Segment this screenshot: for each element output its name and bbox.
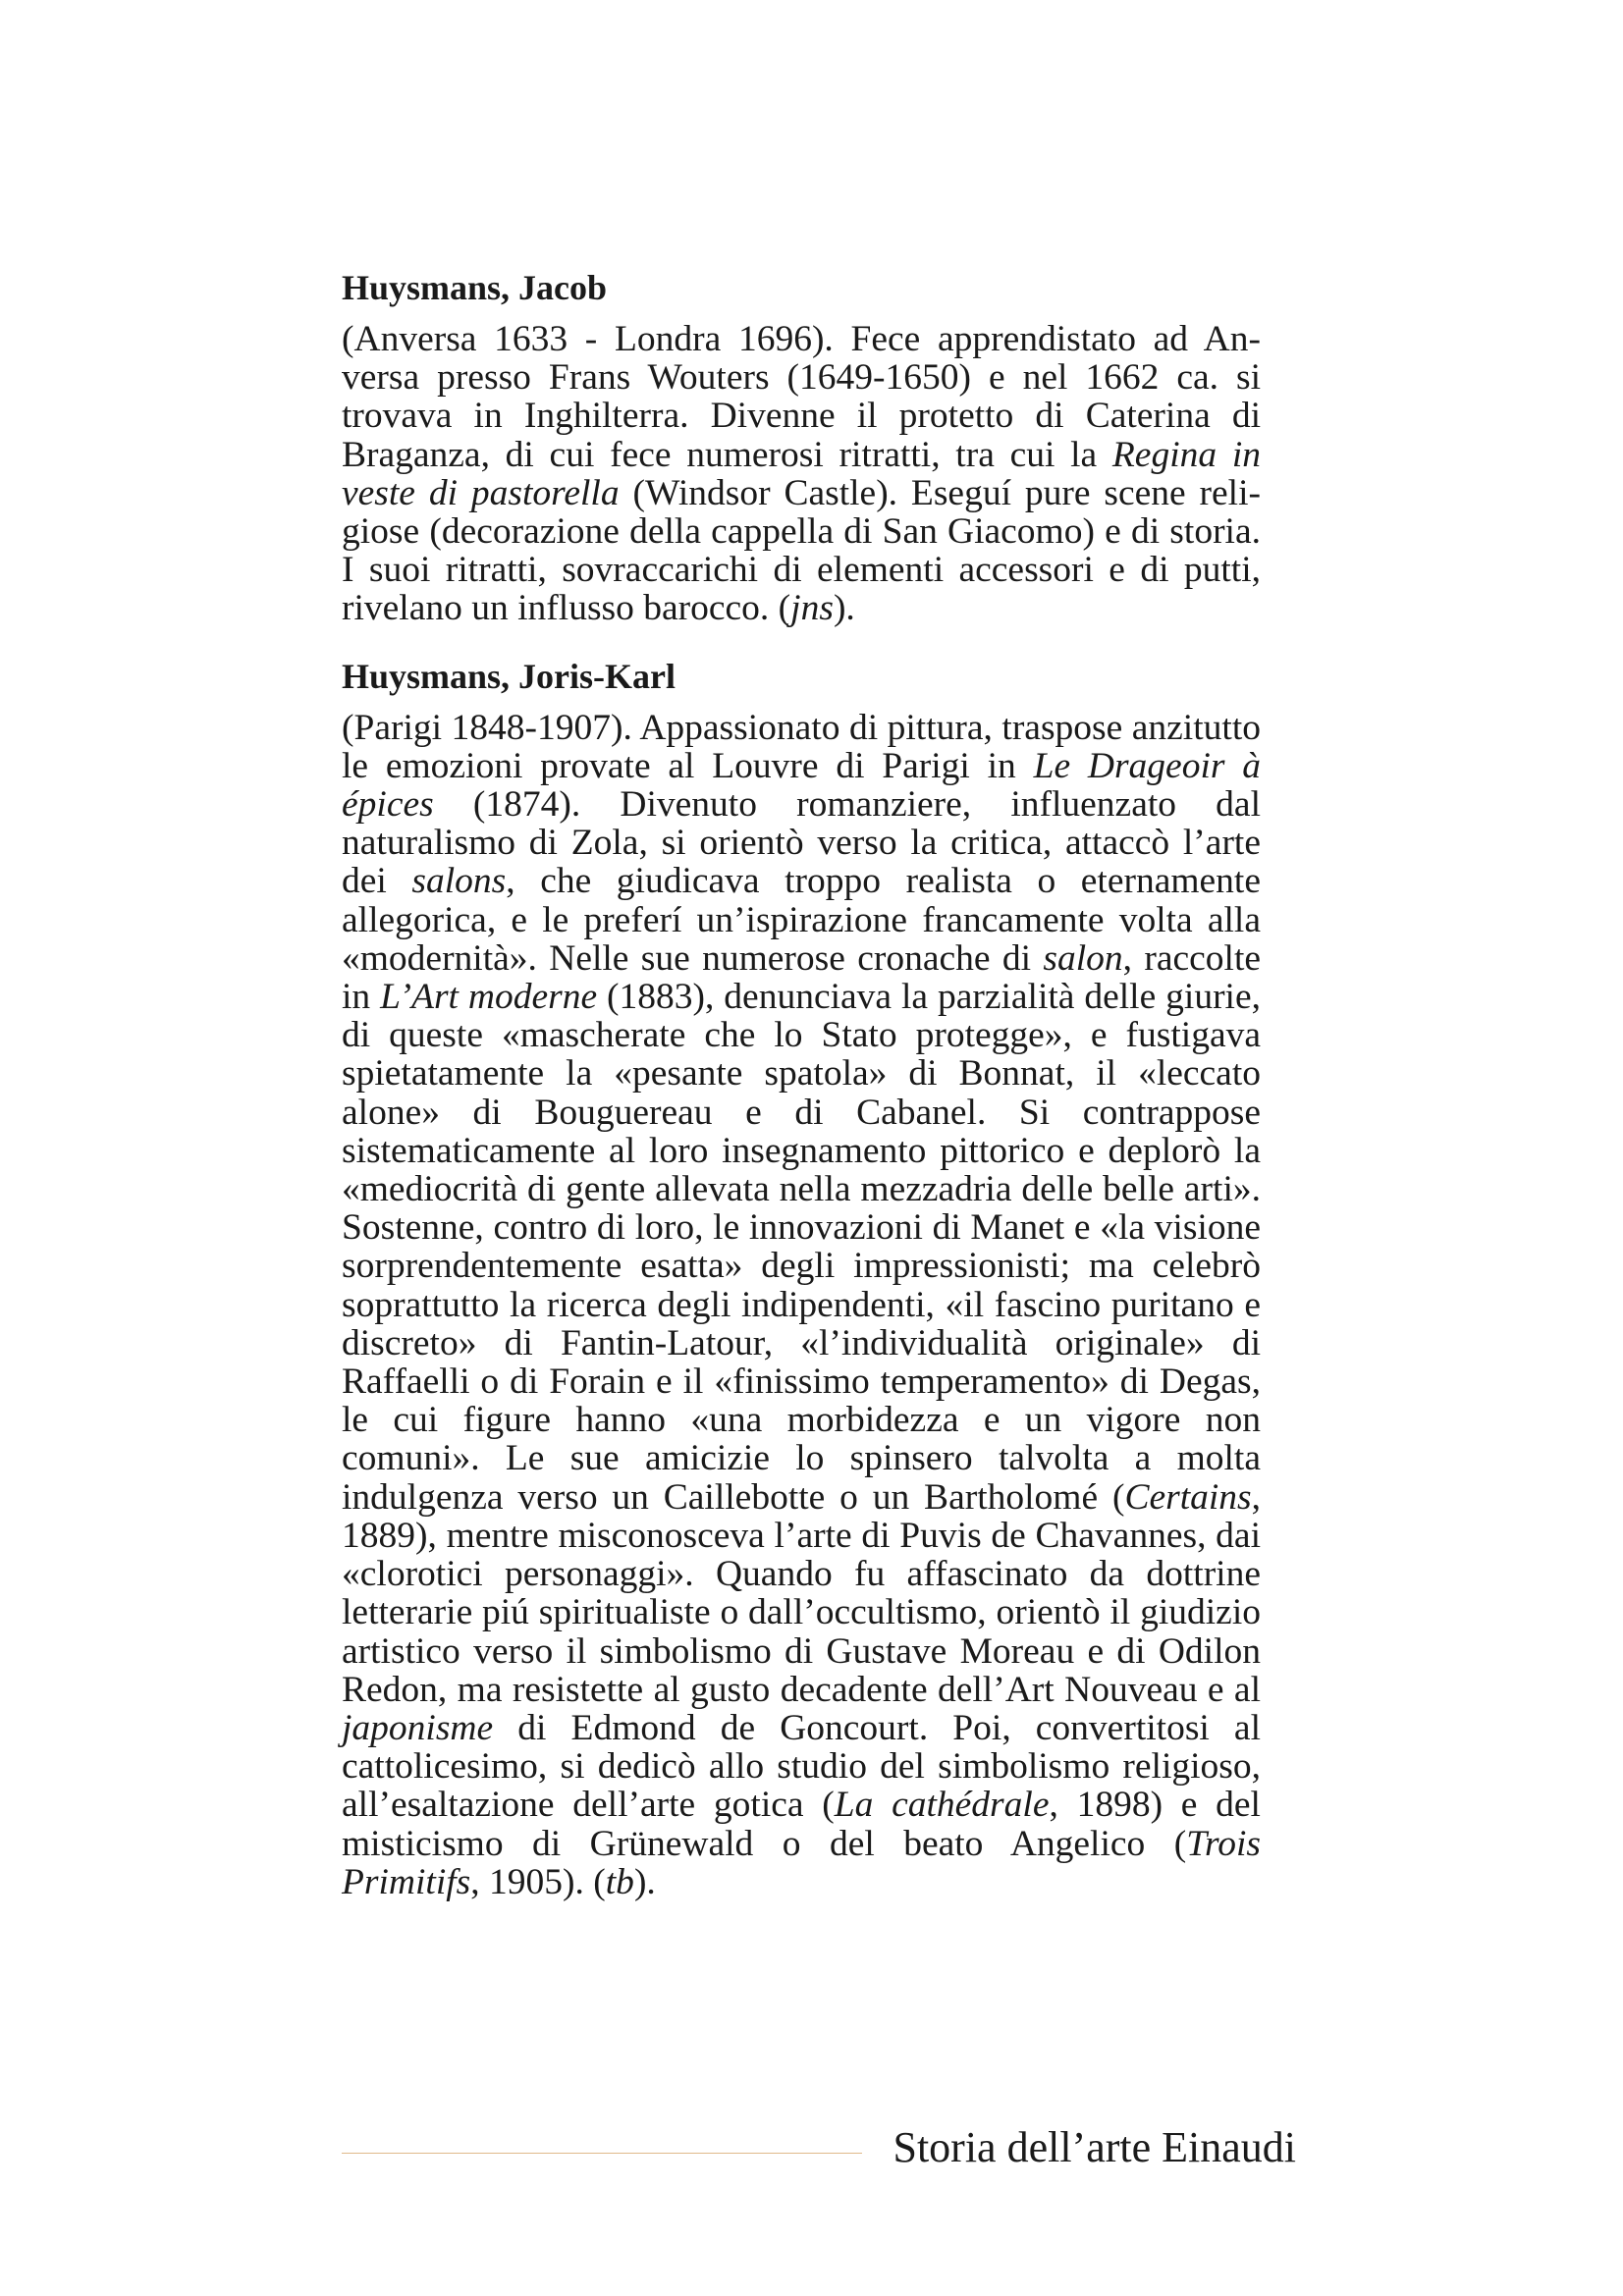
body-text: ).	[833, 588, 855, 629]
work-title: La cathédrale	[834, 1785, 1050, 1826]
italic-term: salon	[1043, 937, 1123, 979]
body-text: ).	[633, 1861, 656, 1902]
body-text: (Windsor Castle). Eseguí pure scene religiose (decorazione della cappella di San Giacomo) e di storia. I suoi ritratti, sovraccarichi di elementi accessori e di putti, rivelano un influsso barocco. (	[342, 472, 1262, 629]
author-initials: jns	[790, 588, 834, 629]
entry-body	[342, 320, 1261, 628]
footer-rule	[342, 2153, 862, 2154]
body-text: , che giudicava troppo realista o eternamente allegorica, e le preferí un’ispirazione francamente volta alla «modernità». Nelle sue numerose cronache di	[342, 861, 1261, 979]
entry-title: Huysmans, Joris-Karl	[342, 656, 676, 696]
footer-publication-title: Storia dell’arte Einaudi	[893, 2123, 1296, 2171]
entry-body	[342, 709, 1261, 1901]
body-text: , 1905). (	[470, 1861, 606, 1902]
entry-huysmans-jacob	[342, 265, 1261, 628]
body-text: (Parigi 1848-1907). Appassionato di pittura, traspose anzitutto le emozioni provate al Louvre di Parigi in	[342, 707, 1261, 786]
author-initials: tb	[605, 1861, 634, 1902]
body-text: di Edmond de Goncourt. Poi, convertitosi al cattolicesimo, si dedicò allo studio del simbolismo religioso, all’esaltazione dell’arte gotica (	[342, 1707, 1261, 1826]
work-title: Certains	[1124, 1476, 1252, 1518]
article-content	[342, 265, 1261, 1927]
artwork-title: Regina in veste di pastorella	[342, 434, 1261, 513]
body-text: , raccolte in	[342, 937, 1262, 1018]
body-text: , 1889), mentre misconosceva l’arte di Puvis de Chavannes, dai «clorotici personaggi». Quando fu affascinato da dottrine letterarie piú spiritualiste o dall’occultismo, orientò il giudizio artistico verso il simbolismo di Gustave Moreau e di Odilon Redon, ma resistette al gusto decadente dell’Art Nouveau e al	[342, 1476, 1261, 1710]
italic-term: japonisme	[342, 1707, 494, 1748]
page-footer	[342, 2120, 1296, 2179]
body-text: (Anversa 1633 - Londra 1696). Fece apprendistato ad Anversa presso Frans Wouters (1649-1650) e nel 1662 ca. si trovava in Inghilterra. Divenne il protetto di Caterina di Braganza, di cui fece numerosi ritratti, tra cui la	[342, 319, 1261, 475]
entry-huysmans-joris-karl	[342, 654, 1261, 1901]
work-title: Trois Primitifs	[342, 1823, 1261, 1902]
work-title: L’Art moderne	[380, 977, 598, 1018]
work-title: Le Drageoir à épices	[342, 745, 1261, 826]
italic-term: salons	[411, 861, 507, 902]
body-text: , 1898) e del misticismo di Grünewald o del beato Angelico (	[342, 1785, 1261, 1864]
body-text: (1874). Divenuto romanziere, influenzato dal naturalismo di Zola, si orientò verso la critica, attaccò l’arte dei	[342, 784, 1261, 902]
entry-title: Huysmans, Jacob	[342, 268, 608, 307]
body-text: (1883), denunciava la parzialità delle giurie, di queste «mascherate che lo Stato protegge», e fustigava spietatamente la «pesante spatola» di Bonnat, il «leccato alone» di Bouguereau e di Cabanel. Si contrappose sistematicamente al loro insegnamento pittorico e deplorò la «mediocrità di gente allevata nella mezzadria delle belle arti». Sostenne, contro di loro, le innovazioni di Manet e «la visione sorprendentemente esatta» degli impressionisti; ma celebrò soprattutto la ricerca degli indipendenti, «il fascino puritano e discreto» di Fantin-Latour, «l’individualità originale» di Raffaelli o di Forain e il «finissimo temperamento» di Degas, le cui figure hanno «una morbidezza e un vigore non comuni». Le sue amicizie lo spinsero talvolta a molta indulgenza verso un Caillebotte o un Bartholomé (	[342, 977, 1261, 1518]
